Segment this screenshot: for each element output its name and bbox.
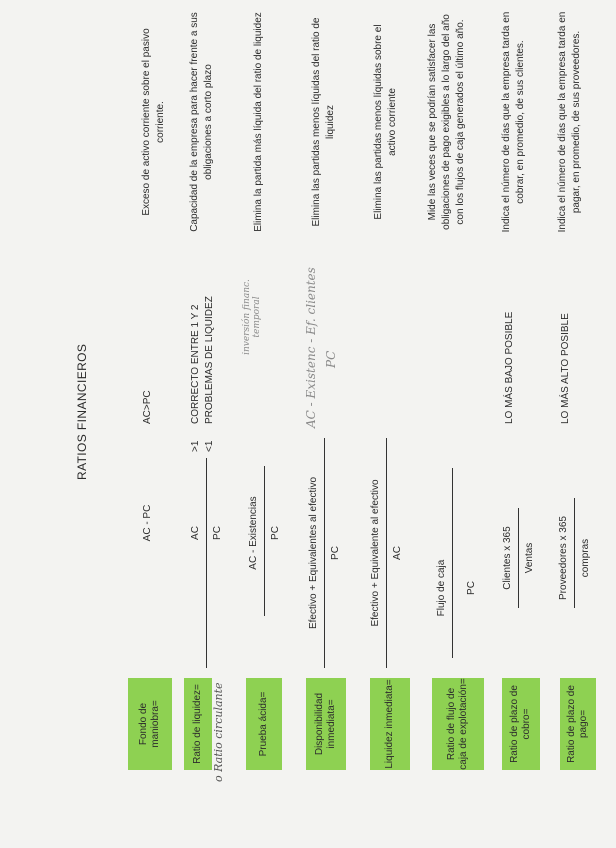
threshold-low: <1 — [204, 440, 215, 452]
ratio-denominator: AC — [392, 546, 403, 560]
ratio-description: Exceso de activo corriente sobre el pasivo corriente. — [141, 28, 166, 216]
ratio-description: Elimina las partidas menos líquidas del ratio de liquidez — [311, 17, 336, 227]
ratio-comment: AC>PC — [142, 390, 153, 424]
handwritten-formula: AC - Existenc - Ef. clientes — [304, 267, 318, 428]
page-title: RATIOS FINANCIEROS — [75, 343, 89, 480]
fraction-bar — [264, 466, 265, 616]
fraction-bar — [452, 468, 453, 658]
ratio-numerator: AC - Existencias — [248, 496, 259, 570]
ratio-label: Ratio de plazo de pago= — [560, 678, 596, 770]
ratio-denominator: PC — [212, 526, 223, 540]
ratio-denominator: PC — [466, 581, 477, 595]
ratio-description: Indica el número de días que la empresa tarda en cobrar, en promedio, de sus clientes. — [501, 11, 526, 233]
ratio-comment: LO MÁS ALTO POSIBLE — [560, 313, 571, 424]
ratio-label: Fondo de maniobra= — [128, 678, 172, 770]
ratio-description: Elimina la partida más líquida del ratio de liquidez — [253, 12, 264, 232]
fraction-bar — [324, 438, 325, 668]
ratio-description: Capacidad de la empresa para hacer frente a sus obligaciones a corto plazo — [189, 12, 214, 232]
ratio-denominator: PC — [330, 546, 341, 560]
ratio-row — [182, 0, 246, 848]
ratio-denominator: compras — [580, 538, 591, 578]
threshold-high: >1 — [190, 440, 201, 452]
ratio-comment: PROBLEMAS DE LIQUIDEZ — [204, 296, 215, 424]
ratio-formula: AC - PC — [142, 504, 153, 542]
handwritten-note: inversión financ. temporal — [242, 279, 262, 355]
fraction-bar — [574, 498, 575, 608]
ratio-row — [240, 0, 296, 848]
fraction-bar — [206, 458, 207, 668]
ratio-numerator: Proveedores x 365 — [558, 516, 569, 600]
ratio-numerator: Flujo de caja — [436, 559, 447, 617]
handwritten-formula: PC — [324, 350, 338, 368]
ratio-row — [362, 0, 420, 848]
ratio-label: Disponibilidad inmediata= — [306, 678, 346, 770]
handwritten-note: o Ratio circulante — [212, 682, 225, 782]
ratio-label: Ratio de plazo de cobro= — [502, 678, 540, 770]
ratio-row — [426, 0, 496, 848]
ratio-row — [556, 0, 608, 848]
fraction-bar — [386, 438, 387, 668]
ratio-description: Indica el número de días que la empresa tarda en pagar, en promedio, de sus proveedores. — [557, 11, 582, 233]
ratio-comment: LO MÁS BAJO POSIBLE — [504, 311, 515, 424]
ratio-denominator: Ventas — [524, 542, 535, 574]
ratio-numerator: Clientes x 365 — [502, 526, 513, 590]
ratio-label: Prueba ácida= — [246, 678, 282, 770]
ratio-comment: CORRECTO ENTRE 1 Y 2 — [190, 304, 201, 424]
ratio-row — [302, 0, 358, 848]
fraction-bar — [518, 508, 519, 608]
ratio-label: Ratio de liquidez= — [184, 678, 212, 770]
ratio-row — [128, 0, 178, 848]
ratio-label: Ratio de flujo de caja de explotación= — [432, 678, 484, 770]
ratio-numerator: Efectivo + Equivalente al efectivo — [370, 479, 381, 627]
ratio-label: Liquidez inmediata= — [370, 678, 410, 770]
ratio-numerator: AC — [190, 526, 201, 540]
ratio-description: Elimina las partidas menos líquidas sobre el activo corriente — [373, 24, 398, 220]
ratio-description: Mide las veces que se podrían satisfacer las obligaciones de pago exigibles a lo largo del año con los flujos de caja generados el último año. — [427, 14, 466, 230]
ratio-denominator: PC — [270, 526, 281, 540]
ratio-row — [498, 0, 550, 848]
ratio-numerator: Efectivo + Equivalentes al efectivo — [308, 476, 319, 630]
